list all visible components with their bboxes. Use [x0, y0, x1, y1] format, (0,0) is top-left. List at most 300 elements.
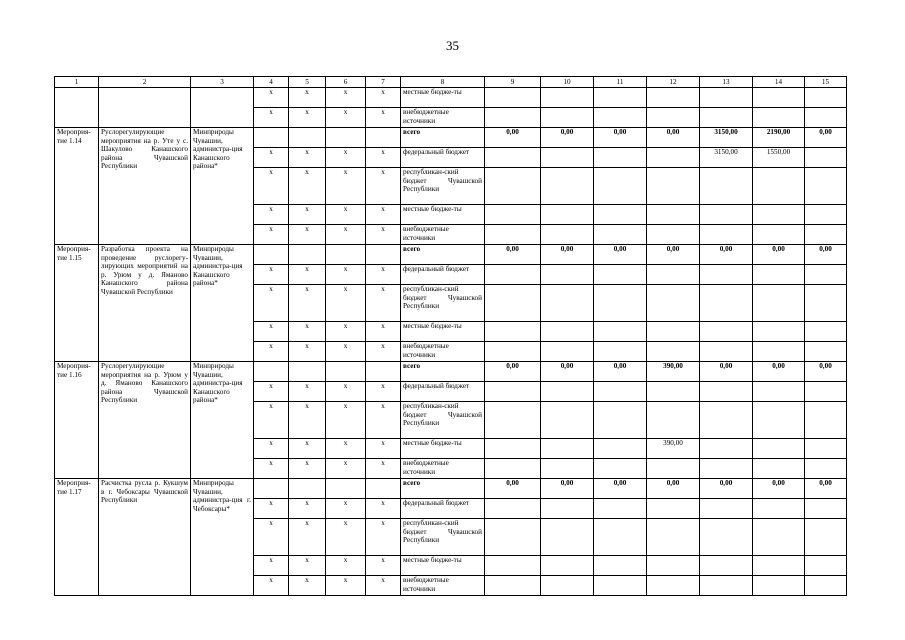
- value-cell: [647, 342, 700, 362]
- value-cell: [485, 556, 541, 576]
- table-row: [55, 245, 847, 265]
- value-cell: [805, 459, 847, 479]
- value-cell: [594, 225, 647, 245]
- value-cell: [805, 225, 847, 245]
- value-cell: [700, 322, 753, 342]
- x-mark: х: [254, 342, 289, 362]
- x-mark: х: [366, 499, 401, 519]
- x-mark: х: [254, 519, 289, 556]
- value-cell: [594, 439, 647, 459]
- empty-cell: [366, 128, 401, 148]
- x-mark: х: [366, 285, 401, 322]
- x-mark: х: [366, 342, 401, 362]
- x-mark: х: [326, 519, 366, 556]
- column-number: 4: [254, 77, 289, 88]
- value-cell: [541, 168, 594, 205]
- funding-source: всего: [401, 362, 485, 382]
- value-cell: 0,00: [805, 479, 847, 499]
- value-cell: [647, 499, 700, 519]
- x-mark: х: [289, 402, 326, 439]
- empty-cell: [326, 128, 366, 148]
- measure-executor: Минприроды Чувашии, администра-ция г. Чебоксары*: [191, 479, 254, 596]
- x-mark: х: [289, 225, 326, 245]
- x-mark: х: [254, 459, 289, 479]
- column-number: 11: [594, 77, 647, 88]
- value-cell: [485, 576, 541, 596]
- value-cell: [541, 88, 594, 108]
- measure-name: Расчистка русла р. Кукшум в г. Чебоксары Чувашской Республики: [99, 479, 191, 596]
- x-mark: х: [254, 402, 289, 439]
- x-mark: х: [326, 499, 366, 519]
- value-cell: 0,00: [647, 245, 700, 265]
- x-mark: х: [254, 108, 289, 128]
- x-mark: х: [289, 499, 326, 519]
- value-cell: [594, 205, 647, 225]
- x-mark: х: [326, 382, 366, 402]
- x-mark: х: [326, 168, 366, 205]
- funding-source: местные бюдже-ты: [401, 205, 485, 225]
- x-mark: х: [326, 322, 366, 342]
- value-cell: [753, 382, 805, 402]
- x-mark: х: [326, 285, 366, 322]
- value-cell: [485, 459, 541, 479]
- measure-executor: Минприроды Чувашии, администра-ция Канашского района*: [191, 128, 254, 245]
- value-cell: [594, 342, 647, 362]
- x-mark: х: [289, 576, 326, 596]
- value-cell: [647, 205, 700, 225]
- value-cell: [647, 322, 700, 342]
- table-body: [55, 88, 847, 596]
- value-cell: [753, 88, 805, 108]
- value-cell: [753, 459, 805, 479]
- x-mark: х: [289, 459, 326, 479]
- column-number: 10: [541, 77, 594, 88]
- value-cell: [647, 519, 700, 556]
- empty-cell: [326, 479, 366, 499]
- x-mark: х: [366, 556, 401, 576]
- value-cell: [700, 519, 753, 556]
- empty-cell: [366, 479, 401, 499]
- value-cell: [485, 108, 541, 128]
- empty-cell: [254, 128, 289, 148]
- value-cell: [594, 519, 647, 556]
- x-mark: х: [366, 322, 401, 342]
- column-number: 14: [753, 77, 805, 88]
- column-number: 1: [55, 77, 99, 88]
- value-cell: [805, 88, 847, 108]
- value-cell: [700, 402, 753, 439]
- value-cell: [805, 322, 847, 342]
- column-number: 3: [191, 77, 254, 88]
- value-cell: 0,00: [647, 479, 700, 499]
- value-cell: [700, 285, 753, 322]
- value-cell: [485, 519, 541, 556]
- table-row: [55, 479, 847, 499]
- value-cell: [594, 322, 647, 342]
- value-cell: [700, 88, 753, 108]
- value-cell: [700, 382, 753, 402]
- funding-source: республикан-ский бюджет Чувашской Республики: [401, 519, 485, 556]
- value-cell: 0,00: [700, 362, 753, 382]
- x-mark: х: [326, 205, 366, 225]
- value-cell: [700, 556, 753, 576]
- value-cell: [805, 576, 847, 596]
- x-mark: х: [366, 108, 401, 128]
- value-cell: [753, 342, 805, 362]
- value-cell: [541, 439, 594, 459]
- value-cell: [753, 402, 805, 439]
- value-cell: [541, 459, 594, 479]
- funding-source: федеральный бюджет: [401, 499, 485, 519]
- x-mark: х: [326, 576, 366, 596]
- measure-title: Мероприя-тие 1.14: [55, 128, 99, 245]
- value-cell: [647, 265, 700, 285]
- funding-source: местные бюдже-ты: [401, 88, 485, 108]
- x-mark: х: [366, 88, 401, 108]
- x-mark: х: [326, 459, 366, 479]
- measure-title: Мероприя-тие 1.17: [55, 479, 99, 596]
- value-cell: 1550,00: [753, 148, 805, 168]
- value-cell: 0,00: [485, 362, 541, 382]
- value-cell: [594, 88, 647, 108]
- value-cell: 0,00: [485, 128, 541, 148]
- funding-source: республикан-ский бюджет Чувашской Республики: [401, 168, 485, 205]
- value-cell: [647, 382, 700, 402]
- empty-cell: [289, 479, 326, 499]
- value-cell: 0,00: [541, 245, 594, 265]
- x-mark: х: [254, 148, 289, 168]
- empty-cell: [289, 362, 326, 382]
- funding-source: местные бюдже-ты: [401, 439, 485, 459]
- funding-source: всего: [401, 479, 485, 499]
- value-cell: 0,00: [753, 245, 805, 265]
- x-mark: х: [289, 439, 326, 459]
- value-cell: [594, 402, 647, 439]
- value-cell: [485, 148, 541, 168]
- x-mark: х: [326, 265, 366, 285]
- value-cell: [700, 225, 753, 245]
- measure-name: Руслорегулирующие мероприятия на р. Урюм у д. Яманово Канашского района Чувашской Республики: [99, 362, 191, 479]
- x-mark: х: [289, 322, 326, 342]
- value-cell: 0,00: [805, 128, 847, 148]
- value-cell: [541, 576, 594, 596]
- value-cell: 0,00: [805, 245, 847, 265]
- value-cell: [594, 576, 647, 596]
- value-cell: [485, 88, 541, 108]
- x-mark: х: [254, 265, 289, 285]
- table-row: [55, 362, 847, 382]
- measure-title: Мероприя-тие 1.15: [55, 245, 99, 362]
- value-cell: [647, 225, 700, 245]
- value-cell: [541, 519, 594, 556]
- value-cell: [594, 382, 647, 402]
- value-cell: [805, 108, 847, 128]
- column-number: 13: [700, 77, 753, 88]
- x-mark: х: [254, 576, 289, 596]
- value-cell: [541, 265, 594, 285]
- funding-source: внебюджетные источники: [401, 108, 485, 128]
- value-cell: [700, 459, 753, 479]
- value-cell: [485, 322, 541, 342]
- value-cell: [805, 402, 847, 439]
- value-cell: [485, 342, 541, 362]
- x-mark: х: [366, 439, 401, 459]
- funding-source: всего: [401, 128, 485, 148]
- value-cell: [753, 225, 805, 245]
- funding-source: внебюджетные источники: [401, 225, 485, 245]
- value-cell: [700, 499, 753, 519]
- value-cell: [753, 519, 805, 556]
- x-mark: х: [289, 519, 326, 556]
- value-cell: 0,00: [485, 479, 541, 499]
- value-cell: [485, 285, 541, 322]
- value-cell: [805, 439, 847, 459]
- value-cell: 0,00: [753, 362, 805, 382]
- x-mark: х: [289, 88, 326, 108]
- funding-source: федеральный бюджет: [401, 382, 485, 402]
- x-mark: х: [289, 148, 326, 168]
- funding-source: федеральный бюджет: [401, 148, 485, 168]
- value-cell: 0,00: [594, 245, 647, 265]
- funding-source: федеральный бюджет: [401, 265, 485, 285]
- value-cell: 0,00: [805, 362, 847, 382]
- x-mark: х: [289, 108, 326, 128]
- value-cell: 0,00: [594, 362, 647, 382]
- empty-cell: [254, 479, 289, 499]
- value-cell: [700, 265, 753, 285]
- measure-title: Мероприя-тие 1.16: [55, 362, 99, 479]
- value-cell: [753, 108, 805, 128]
- value-cell: [541, 556, 594, 576]
- x-mark: х: [326, 225, 366, 245]
- value-cell: 3150,00: [700, 128, 753, 148]
- empty-cell: [289, 128, 326, 148]
- value-cell: [541, 382, 594, 402]
- x-mark: х: [254, 439, 289, 459]
- value-cell: [805, 519, 847, 556]
- value-cell: [485, 499, 541, 519]
- x-mark: х: [254, 205, 289, 225]
- x-mark: х: [326, 402, 366, 439]
- x-mark: х: [289, 382, 326, 402]
- value-cell: [594, 108, 647, 128]
- column-number: 8: [401, 77, 485, 88]
- value-cell: [541, 402, 594, 439]
- measure-executor-continued: [191, 88, 254, 128]
- value-cell: [805, 205, 847, 225]
- funding-source: местные бюдже-ты: [401, 556, 485, 576]
- x-mark: х: [326, 556, 366, 576]
- x-mark: х: [366, 402, 401, 439]
- value-cell: [647, 108, 700, 128]
- column-number: 5: [289, 77, 326, 88]
- column-number: 2: [99, 77, 191, 88]
- value-cell: [485, 168, 541, 205]
- value-cell: [541, 499, 594, 519]
- value-cell: [700, 439, 753, 459]
- value-cell: 3150,00: [700, 148, 753, 168]
- x-mark: х: [366, 382, 401, 402]
- x-mark: х: [366, 459, 401, 479]
- funding-source: республикан-ский бюджет Чувашской Республики: [401, 402, 485, 439]
- value-cell: 0,00: [594, 479, 647, 499]
- x-mark: х: [289, 342, 326, 362]
- value-cell: [541, 342, 594, 362]
- x-mark: х: [254, 556, 289, 576]
- column-number: 15: [805, 77, 847, 88]
- value-cell: 0,00: [753, 479, 805, 499]
- value-cell: [541, 108, 594, 128]
- x-mark: х: [289, 168, 326, 205]
- program-table: [54, 76, 847, 596]
- value-cell: [700, 576, 753, 596]
- funding-source: всего: [401, 245, 485, 265]
- value-cell: [594, 148, 647, 168]
- measure-executor: Минприроды Чувашии, администра-ция Канашского района*: [191, 245, 254, 362]
- value-cell: [647, 576, 700, 596]
- x-mark: х: [366, 225, 401, 245]
- value-cell: [805, 265, 847, 285]
- value-cell: [541, 322, 594, 342]
- measure-name: Руслорегулирующие мероприятия на р. Уте у с. Шакулово Канашского района Чувашской Республики: [99, 128, 191, 245]
- value-cell: [647, 402, 700, 439]
- table-row: [55, 88, 847, 108]
- value-cell: [541, 148, 594, 168]
- value-cell: [753, 205, 805, 225]
- x-mark: х: [326, 342, 366, 362]
- measure-name-continued: [99, 88, 191, 128]
- x-mark: х: [289, 205, 326, 225]
- value-cell: [647, 556, 700, 576]
- value-cell: [805, 168, 847, 205]
- value-cell: 0,00: [541, 362, 594, 382]
- value-cell: 0,00: [647, 128, 700, 148]
- value-cell: [541, 205, 594, 225]
- column-number: 9: [485, 77, 541, 88]
- value-cell: [647, 148, 700, 168]
- value-cell: [594, 168, 647, 205]
- column-number: 6: [326, 77, 366, 88]
- value-cell: 0,00: [700, 245, 753, 265]
- measure-title-continued: [55, 88, 99, 128]
- value-cell: [753, 556, 805, 576]
- x-mark: х: [326, 439, 366, 459]
- value-cell: 390,00: [647, 439, 700, 459]
- value-cell: 390,00: [647, 362, 700, 382]
- empty-cell: [254, 245, 289, 265]
- column-number-row: [55, 77, 847, 88]
- value-cell: [485, 382, 541, 402]
- value-cell: 0,00: [541, 479, 594, 499]
- value-cell: 2190,00: [753, 128, 805, 148]
- value-cell: [485, 439, 541, 459]
- x-mark: х: [289, 265, 326, 285]
- x-mark: х: [254, 88, 289, 108]
- x-mark: х: [254, 499, 289, 519]
- table-header: [55, 77, 847, 88]
- value-cell: [700, 205, 753, 225]
- x-mark: х: [366, 205, 401, 225]
- x-mark: х: [366, 265, 401, 285]
- column-number: 12: [647, 77, 700, 88]
- value-cell: 0,00: [700, 479, 753, 499]
- empty-cell: [326, 362, 366, 382]
- funding-source: республикан-ский бюджет Чувашской Республики: [401, 285, 485, 322]
- value-cell: [753, 285, 805, 322]
- empty-cell: [326, 245, 366, 265]
- value-cell: [805, 148, 847, 168]
- value-cell: [700, 342, 753, 362]
- value-cell: [647, 459, 700, 479]
- value-cell: [753, 168, 805, 205]
- x-mark: х: [289, 285, 326, 322]
- value-cell: [753, 499, 805, 519]
- value-cell: [647, 88, 700, 108]
- value-cell: [647, 285, 700, 322]
- value-cell: [594, 285, 647, 322]
- x-mark: х: [254, 382, 289, 402]
- x-mark: х: [254, 322, 289, 342]
- value-cell: [753, 576, 805, 596]
- funding-source: внебюджетные источники: [401, 459, 485, 479]
- x-mark: х: [326, 148, 366, 168]
- value-cell: [594, 556, 647, 576]
- value-cell: [485, 402, 541, 439]
- value-cell: 0,00: [594, 128, 647, 148]
- value-cell: [485, 265, 541, 285]
- value-cell: [805, 382, 847, 402]
- value-cell: [485, 225, 541, 245]
- value-cell: [753, 439, 805, 459]
- x-mark: х: [254, 285, 289, 322]
- value-cell: [805, 342, 847, 362]
- value-cell: [485, 205, 541, 225]
- x-mark: х: [366, 168, 401, 205]
- value-cell: [541, 285, 594, 322]
- x-mark: х: [366, 519, 401, 556]
- value-cell: [541, 225, 594, 245]
- value-cell: 0,00: [541, 128, 594, 148]
- table-row: [55, 128, 847, 148]
- measure-name: Разработка проекта на проведение руслорегулирующих мероприятий на р. Урюм у д. Яманово Канашского района Чувашской Республики: [99, 245, 191, 362]
- empty-cell: [366, 245, 401, 265]
- value-cell: [594, 459, 647, 479]
- page-number: 35: [446, 38, 459, 53]
- x-mark: х: [326, 108, 366, 128]
- funding-source: внебюджетные источники: [401, 576, 485, 596]
- value-cell: 0,00: [485, 245, 541, 265]
- value-cell: [753, 322, 805, 342]
- column-number: 7: [366, 77, 401, 88]
- value-cell: [594, 265, 647, 285]
- value-cell: [805, 285, 847, 322]
- value-cell: [700, 108, 753, 128]
- x-mark: х: [366, 148, 401, 168]
- value-cell: [647, 168, 700, 205]
- x-mark: х: [326, 88, 366, 108]
- x-mark: х: [366, 576, 401, 596]
- funding-source: местные бюдже-ты: [401, 322, 485, 342]
- empty-cell: [254, 362, 289, 382]
- empty-cell: [289, 245, 326, 265]
- x-mark: х: [254, 168, 289, 205]
- empty-cell: [366, 362, 401, 382]
- value-cell: [700, 168, 753, 205]
- value-cell: [753, 265, 805, 285]
- value-cell: [594, 499, 647, 519]
- measure-executor: Минприроды Чувашии, администра-ция Канашского района*: [191, 362, 254, 479]
- funding-source: внебюджетные источники: [401, 342, 485, 362]
